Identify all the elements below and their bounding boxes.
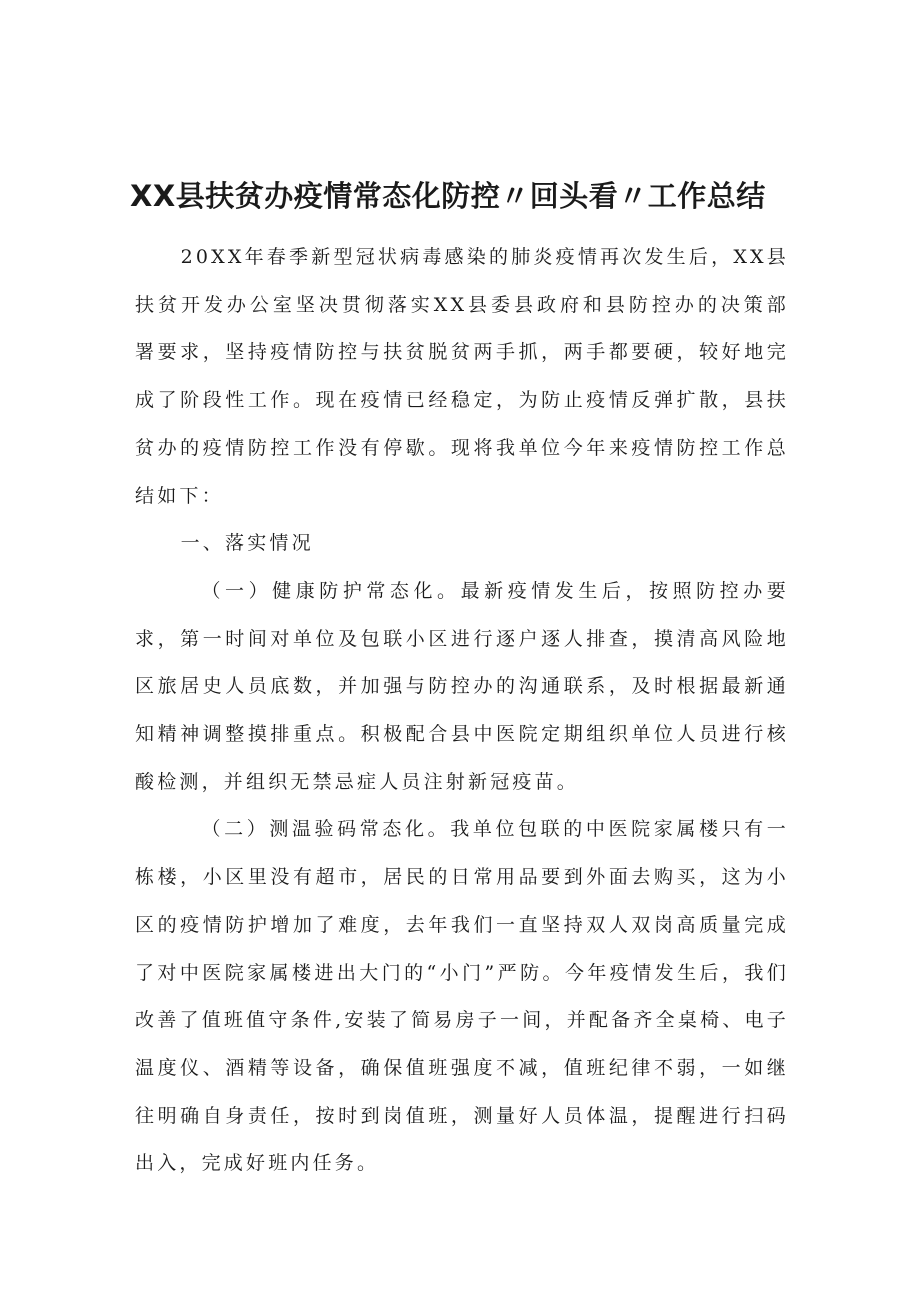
item-temperature-check: （二）测温验码常态化。我单位包联的中医院家属楼只有一栋楼，小区里没有超市，居民的日常用品要到外面去购买，这为小区的疫情防护增加了难度，去年我们一直坚持双人双岗高质量完成了对中医院家属楼进出大门的“小门”严防。今年疫情发生后，我们改善了值班值守条件,安装了简易房子一间，并配备齐全桌椅、电子温度仪、酒精等设备，确保值班强度不减，值班纪律不弱，一如继往明确自身责任，按时到岗值班，测量好人员体温，提醒进行扫码出入，完成好班内任务。 (135, 818, 789, 1175)
item-health-protection: （一）健康防护常态化。最新疫情发生后，按照防控办要求，第一时间对单位及包联小区进行逐户逐人排查，摸清高风险地区旅居史人员底数，并加强与防控办的沟通联系，及时根据最新通知精神调整摸排重点。积极配合县中医院定期组织单位人员进行核酸检测，并组织无禁忌症人员注射新冠疫苗。 (135, 579, 789, 793)
section-heading: 一、落实情况 (180, 532, 314, 555)
document-title: XX县扶贫办疫情常态化防控〃回头看〃工作总结 (130, 179, 766, 213)
document-body (135, 234, 789, 1188)
intro-paragraph: 20XX年春季新型冠状病毒感染的肺炎疫情再次发生后，XX县扶贫开发办公室坚决贯彻落实XX县委县政府和县防控办的决策部署要求，坚持疫情防控与扶贫脱贫两手抓，两手都要硬，较好地完成了阶段性工作。现在疫情已经稳定，为防止疫情反弹扩散，县扶贫办的疫情防控工作没有停歇。现将我单位今年来疫情防控工作总结如下： (135, 246, 789, 507)
